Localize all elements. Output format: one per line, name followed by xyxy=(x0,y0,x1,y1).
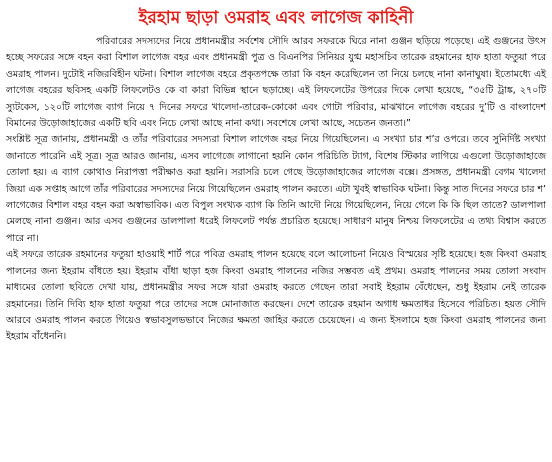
article-paragraph-3: এই সফরে তারেক রহমানের ফতুয়া হাওয়াই শার্ট পরে পবিত্র ওমরাহ পালন হয়েছে বলে আলোচনা নিয়েও বিস্ময়ের সৃষ্টি হয়েছে। হজ কিংবা ওমরাহ পালনের জন্য ইহরাম বাঁধতে হয়। ইহরাম বাঁধা ছাড়া হজ কিংবা ওমরাহ পালনের নজির সম্ভবত এই প্রথম। ওমরাহ পালনের সময় তোলা সংবাদ মাধ্যমের তোলা ছবিতে দেখা যায়, প্রধানমন্ত্রীর সফর সঙ্গে যারা ওমরাহ করতে গেছেন তারা সবাই ইহরাম বেঁধেছেন, শুধু ইহরাম নেই তারেক রহমানের। তিনি দিব্যি হাফ হাতা ফতুয়া পরে তাদের সঙ্গে মোনাজাত করছেন। দেশে তারেক রহমান অগাধ ক্ষমতাধর হিসেবে পরিচিত। হয়ত সৌদি আরবে ওমরাহ পালন করতে গিয়েও স্বভাবসুলভভাবে নিজের ক্ষমতা জাহির করতে চেয়েছেন। এ জন্য ইসলামে হজ কিংবা ওমরাহ পালনের জন্য ইহরাম বাঁধেননি। xyxy=(6,249,546,343)
article-body xyxy=(6,34,546,346)
article-paragraph-1: পরিবারের সদস্যদের নিয়ে প্রধানমন্ত্রীর সর্বশেষ সৌদি আরব সফরকে ঘিরে নানা গুঞ্জন ছড়িয়ে পড়েছে। এই গুঞ্জনের উৎস হচ্ছে সফরের সঙ্গে বহন করা বিশাল লাগেজ বহর এবং প্রধানমন্ত্রী পুত্র ও বিএনপির সিনিয়র যুগ্ম মহাসচিব তারেক রহমানের হাফ হাতা ফতুয়া পরে ওমরাহ পালন। দুটোই নজিরবিহীন ঘটনা। বিশাল লাগেজ বহরে প্রকৃতপক্ষে তারা কি বহন করেছিলেন তা নিয়ে চলছে নানা কানাঘুষা। ইতোমধ্যে এই লাগেজ বহরের ছবিসহ একটি লিফলেটও কে বা কারা বিভিন্ন স্থানে ছড়াচ্ছে। এই লিফলেটের উপরের দিকে লেখা হয়েছে, “৩৫টি ট্রাঙ্ক, ২৭০টি স্যুটকেস, ১২০টি লাগেজ ব্যাগ নিয়ে ৭ দিনের সফরে খালেদা-তারেক-কোকো এবং গোটা পরিবার, মাঝখানে লাগেজ বহরের দু’টি ও বাংলাদেশ বিমানের উড়োজাহাজের একটি ছবি এবং নিচে লেখা আছে নানা কথা। সবশেষে লেখা আছে, সচেতন জনতা।” xyxy=(6,36,546,130)
article-paragraph-2: সংশ্লিষ্ট সূত্র জানায়, প্রধানমন্ত্রী ও তাঁর পরিবারের সদস্যরা বিশাল লাগেজ বহর নিয়ে গিয়েছিলেন। এ সংখ্যা চার শ’র ওপরে। তবে সুনির্দিষ্ট সংখ্যা জানাতে পারেনি এই সূত্র। সূত্র আরও জানায়, এসব লাগেজে লাগানো হয়নি কোন পরিচিতি ট্যাগ, বিশেষ স্টিকার লাগিয়ে এগুলো উড়োজাহাজে তোলা হয়। এ ব্যাগ কোথাও নিরাপত্তা পরীক্ষাও করা হয়নি। সরাসরি চলে গেছে উড়োজাহাজের লাগেজ বক্সে। প্রসঙ্গত, প্রধানমন্ত্রী বেগম খালেদা জিয়া এক সপ্তাহ আগে তাঁর পরিবারের সদস্যদের নিয়ে গিয়েছিলেন ওমরাহ পালন করতে। এটা খুবই স্বাভাবিক ঘটনা। কিন্তু সাত দিনের সফরে চার শ’ লাগেজের বিশাল বহর বহন করা অস্বাভাবিক। এত বিপুল সংখ্যক ব্যাগ কি তিনি আদৌ নিয়ে গিয়েছিলেন, নিয়ে গেলে কি কি ছিল তাতে? ডালপালা মেলছে নানা গুঞ্জন। আর এসব গুঞ্জনের ডালপালা ধরেই লিফলেট পর্যন্ত প্রচারিত হয়েছে। সাধারণ মানুষ নিশ্চয় লিফলেটের এ তথ্য বিশ্বাস করতে পারে না। xyxy=(6,134,546,244)
article-title: ইরহাম ছাড়া ওমরাহ এবং লাগেজ কাহিনী xyxy=(138,8,414,28)
